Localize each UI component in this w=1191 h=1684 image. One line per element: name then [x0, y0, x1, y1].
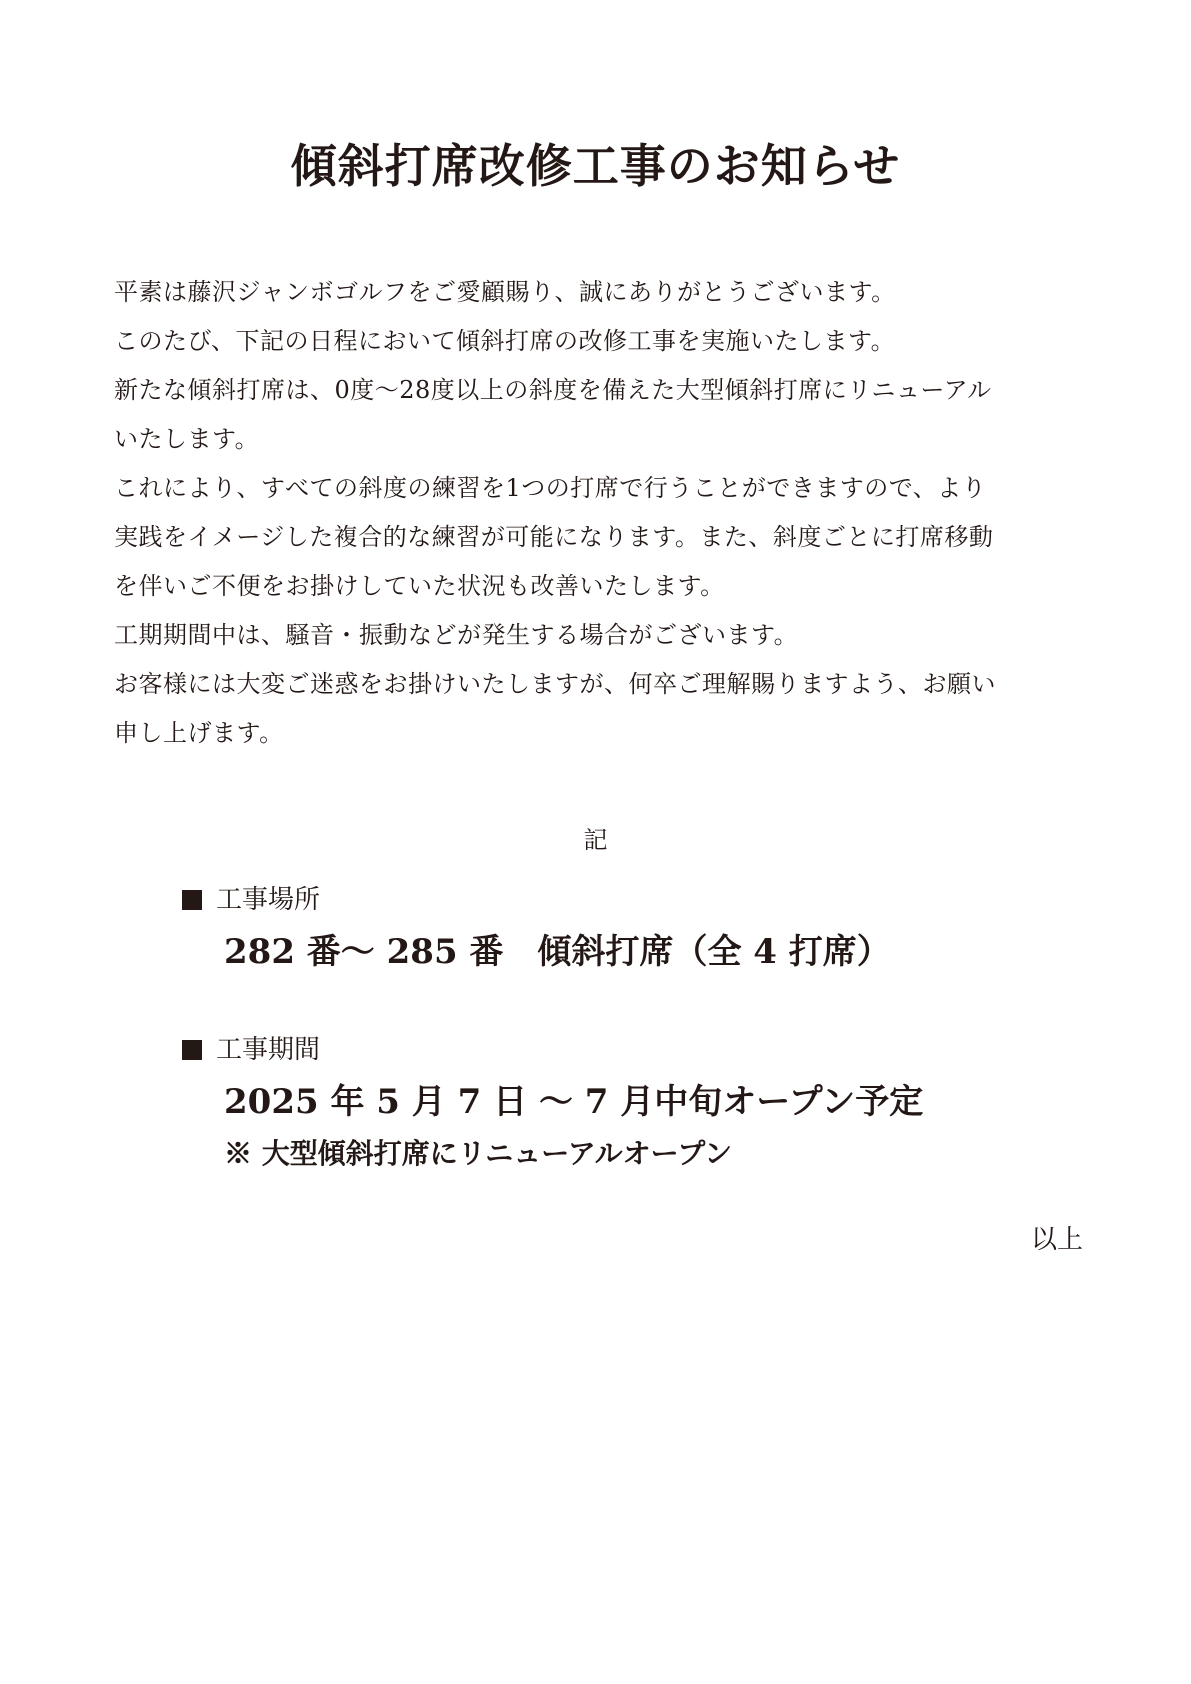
body-line: このたび、下記の日程において傾斜打席の改修工事を実施いたします。 [114, 327, 896, 355]
body-line: 工期期間中は、騒音・振動などが発生する場合がございます。 [114, 621, 799, 649]
closing-text: 以上 [1030, 1225, 1083, 1255]
notice-body [114, 268, 1094, 758]
body-line: いたします。 [114, 425, 260, 453]
period-label: 工事期間 [216, 1035, 321, 1065]
body-line: お客様には大変ご迷惑をお掛けいたしますが、何卒ご理解賜りますよう、お願い [114, 670, 996, 698]
section-label-row [182, 880, 891, 920]
body-line: これにより、すべての斜度の練習を1つの打席で行うことができますので、より [114, 474, 987, 502]
body-line: を伴いご不便をお掛けしていた状況も改善いたします。 [114, 572, 725, 600]
body-line: 申し上げます。 [114, 719, 284, 747]
body-line: 新たな傾斜打席は、0度～28度以上の斜度を備えた大型傾斜打席にリニューアル [114, 376, 992, 404]
period-value: 2025 年 5 月 7 日 ～ 7 月中旬オープン予定 [224, 1082, 924, 1122]
black-square-icon [182, 890, 202, 910]
body-line: 平素は藤沢ジャンボゴルフをご愛顧賜り、誠にありがとうございます。 [114, 278, 896, 306]
construction-location-section [182, 880, 891, 978]
period-note: ※ 大型傾斜打席にリニューアルオープン [224, 1137, 733, 1170]
location-value: 282 番～ 285 番 傾斜打席（全 4 打席） [224, 932, 891, 972]
section-label-row [182, 1030, 923, 1070]
location-label: 工事場所 [216, 885, 321, 915]
ki-heading: 記 [583, 826, 608, 854]
construction-period-section [182, 1030, 923, 1176]
page-title: 傾斜打席改修工事のお知らせ [290, 139, 901, 193]
body-line: 実践をイメージした複合的な練習が可能になります。また、斜度ごとに打席移動 [114, 523, 994, 551]
black-square-icon [182, 1040, 202, 1060]
